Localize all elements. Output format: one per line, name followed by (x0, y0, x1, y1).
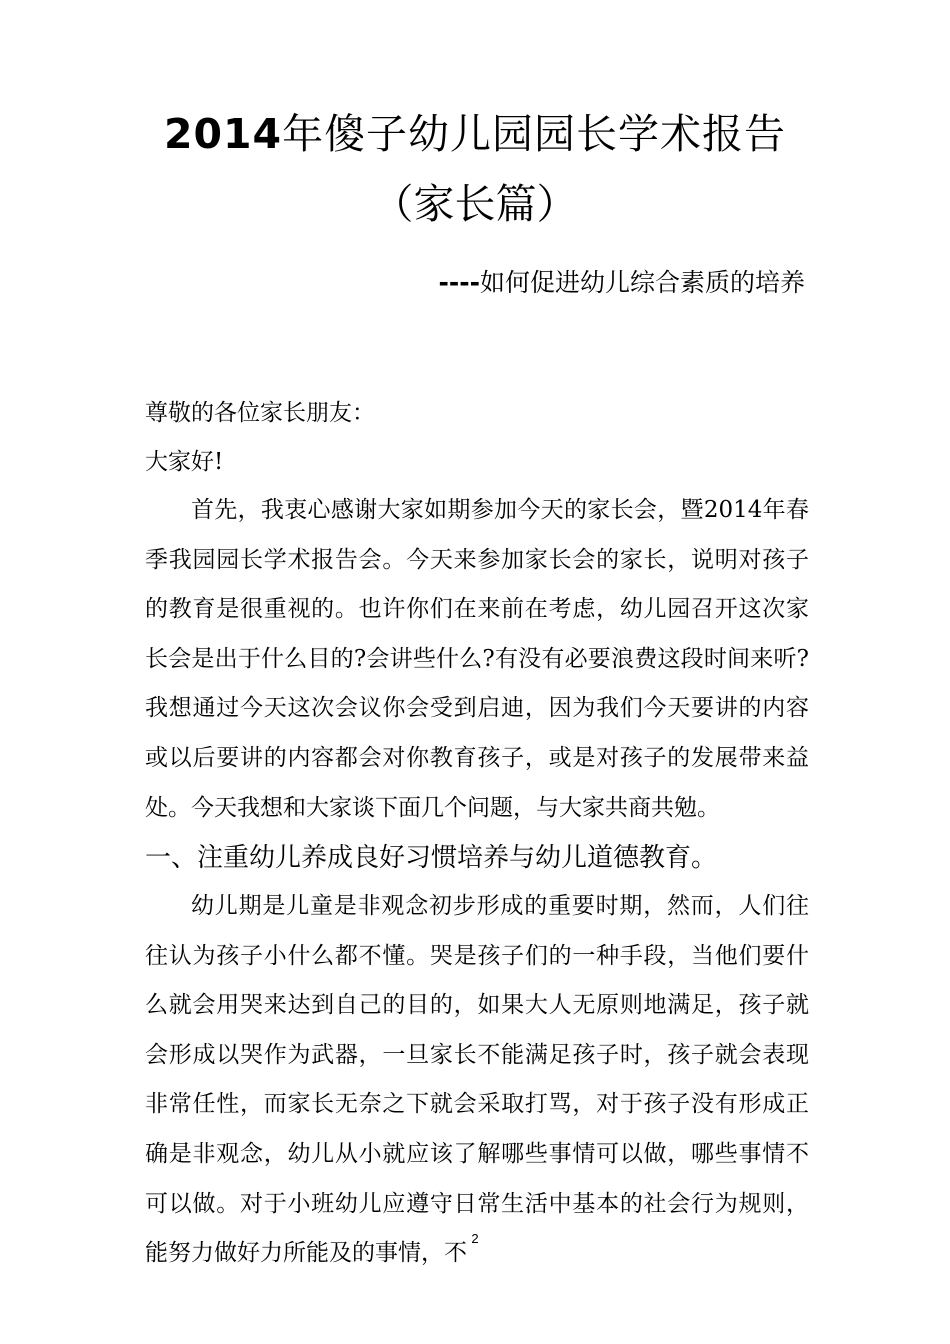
document-tagline (438, 266, 805, 300)
salutation: 尊敬的各位家长朋友： (145, 400, 375, 426)
title-year: 2014 (163, 110, 283, 158)
document-title (0, 108, 950, 160)
paragraph-intro: 首先，我衷心感谢大家如期参加今天的家长会，暨2014年春季我园园长学术报告会。今天来参加家长会的家长，说明对孩子的教育是很重视的。也许你们在来前在考虑，幼儿园召开这次家长会是出于什么目的?会讲些什么?有没有必要浪费这段时间来听?我想通过今天这次会议你会受到启迪，因为我们今天要讲的内容或以后要讲的内容都会对你教育孩子，或是对孩子的发展带来益处。今天我想和大家谈下面几个问题，与大家共商共勉。 (145, 497, 809, 821)
greeting: 大家好! (145, 449, 224, 475)
tagline-text: 如何促进幼儿综合素质的培养 (479, 268, 805, 297)
tagline-dashes: ---- (438, 268, 480, 297)
page-number: 2 (471, 1231, 479, 1246)
paragraph-section-1: 幼儿期是儿童是非观念初步形成的重要时期，然而，人们往往认为孩子小什么都不懂。哭是孩子们的一种手段，当他们要什么就会用哭来达到自己的目的，如果大人无原则地满足，孩子就会形成以哭作为武器，一旦家长不能满足孩子时，孩子就会表现非常任性，而家长无奈之下就会采取打骂，对于孩子没有形成正确是非观念，幼儿从小就应该了解哪些事情可以做，哪些事情不可以做。对于小班幼儿应遵守日常生活中基本的社会行为规则，能努力做好力所能及的事情，不 (145, 893, 809, 1267)
section-heading-1: 一、注重幼儿养成良好习惯培养与幼儿道德教育。 (145, 843, 718, 873)
title-text: 年傻子幼儿园园长学术报告 (282, 110, 787, 158)
document-subtitle: （家长篇） (372, 180, 578, 228)
